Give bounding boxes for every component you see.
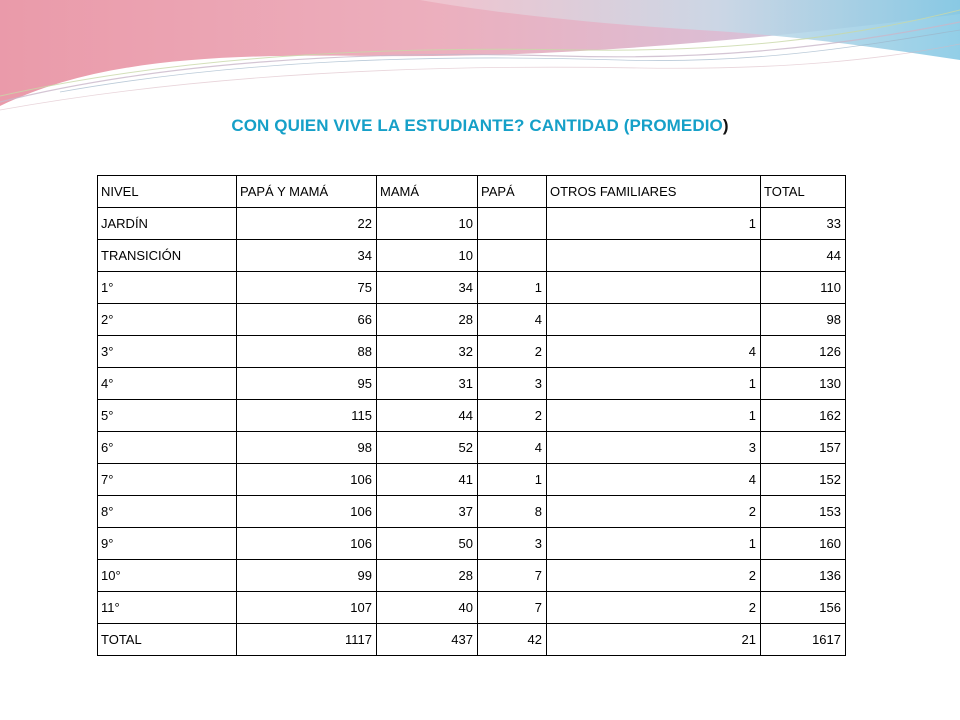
value-cell: 44 xyxy=(377,400,478,432)
value-cell: 32 xyxy=(377,336,478,368)
row-label-cell: TRANSICIÓN xyxy=(98,240,237,272)
column-header: OTROS FAMILIARES xyxy=(547,176,761,208)
value-cell: 2 xyxy=(547,496,761,528)
title-main: CON QUIEN VIVE LA ESTUDIANTE? CANTIDAD (PROMEDIO xyxy=(231,116,723,135)
value-cell: 2 xyxy=(478,336,547,368)
value-cell: 42 xyxy=(478,624,547,656)
value-cell: 28 xyxy=(377,560,478,592)
value-cell: 4 xyxy=(478,432,547,464)
table-row xyxy=(98,336,846,368)
table-row xyxy=(98,400,846,432)
row-label-cell: 9° xyxy=(98,528,237,560)
value-cell: 3 xyxy=(478,368,547,400)
table-row xyxy=(98,208,846,240)
value-cell: 115 xyxy=(237,400,377,432)
table-header-row xyxy=(98,176,846,208)
row-label-cell: 5° xyxy=(98,400,237,432)
value-cell: 1117 xyxy=(237,624,377,656)
value-cell: 4 xyxy=(547,336,761,368)
value-cell: 75 xyxy=(237,272,377,304)
value-cell: 21 xyxy=(547,624,761,656)
value-cell: 2 xyxy=(547,560,761,592)
value-cell: 66 xyxy=(237,304,377,336)
column-header: MAMÁ xyxy=(377,176,478,208)
table-row xyxy=(98,560,846,592)
value-cell: 50 xyxy=(377,528,478,560)
value-cell: 22 xyxy=(237,208,377,240)
value-cell: 153 xyxy=(761,496,846,528)
value-cell: 1617 xyxy=(761,624,846,656)
table-row xyxy=(98,272,846,304)
row-label-cell: 6° xyxy=(98,432,237,464)
value-cell: 3 xyxy=(547,432,761,464)
value-cell: 106 xyxy=(237,496,377,528)
table-row xyxy=(98,304,846,336)
value-cell: 1 xyxy=(478,272,547,304)
value-cell: 31 xyxy=(377,368,478,400)
value-cell: 106 xyxy=(237,464,377,496)
value-cell: 157 xyxy=(761,432,846,464)
row-label-cell: 8° xyxy=(98,496,237,528)
value-cell: 152 xyxy=(761,464,846,496)
value-cell: 98 xyxy=(237,432,377,464)
value-cell: 8 xyxy=(478,496,547,528)
row-label-cell: JARDÍN xyxy=(98,208,237,240)
value-cell: 34 xyxy=(377,272,478,304)
value-cell: 1 xyxy=(478,464,547,496)
value-cell: 156 xyxy=(761,592,846,624)
table-row xyxy=(98,496,846,528)
value-cell: 28 xyxy=(377,304,478,336)
value-cell: 52 xyxy=(377,432,478,464)
value-cell: 130 xyxy=(761,368,846,400)
value-cell: 41 xyxy=(377,464,478,496)
value-cell xyxy=(478,240,547,272)
table-row xyxy=(98,528,846,560)
value-cell: 1 xyxy=(547,400,761,432)
data-table xyxy=(97,175,846,656)
value-cell xyxy=(478,208,547,240)
decorative-banner xyxy=(0,0,960,130)
table-row xyxy=(98,368,846,400)
row-label-cell: 3° xyxy=(98,336,237,368)
value-cell: 4 xyxy=(478,304,547,336)
column-header: NIVEL xyxy=(98,176,237,208)
value-cell: 1 xyxy=(547,368,761,400)
value-cell: 1 xyxy=(547,528,761,560)
value-cell xyxy=(547,304,761,336)
row-label-cell: 11° xyxy=(98,592,237,624)
value-cell: 437 xyxy=(377,624,478,656)
value-cell: 4 xyxy=(547,464,761,496)
value-cell: 44 xyxy=(761,240,846,272)
column-header: PAPÁ Y MAMÁ xyxy=(237,176,377,208)
row-label-cell: 1° xyxy=(98,272,237,304)
row-label-cell: 10° xyxy=(98,560,237,592)
title-close-paren: ) xyxy=(722,116,729,135)
value-cell: 106 xyxy=(237,528,377,560)
value-cell xyxy=(547,272,761,304)
value-cell: 10 xyxy=(377,208,478,240)
value-cell: 2 xyxy=(547,592,761,624)
row-label-cell: 2° xyxy=(98,304,237,336)
row-label-cell: TOTAL xyxy=(98,624,237,656)
value-cell: 88 xyxy=(237,336,377,368)
column-header: TOTAL xyxy=(761,176,846,208)
row-label-cell: 7° xyxy=(98,464,237,496)
value-cell: 1 xyxy=(547,208,761,240)
value-cell: 99 xyxy=(237,560,377,592)
table-row xyxy=(98,432,846,464)
value-cell xyxy=(547,240,761,272)
value-cell: 33 xyxy=(761,208,846,240)
table-row xyxy=(98,624,846,656)
value-cell: 98 xyxy=(761,304,846,336)
value-cell: 136 xyxy=(761,560,846,592)
value-cell: 2 xyxy=(478,400,547,432)
column-header: PAPÁ xyxy=(478,176,547,208)
value-cell: 107 xyxy=(237,592,377,624)
value-cell: 126 xyxy=(761,336,846,368)
table-row xyxy=(98,240,846,272)
value-cell: 40 xyxy=(377,592,478,624)
value-cell: 7 xyxy=(478,592,547,624)
page-title xyxy=(0,116,960,136)
value-cell: 10 xyxy=(377,240,478,272)
value-cell: 95 xyxy=(237,368,377,400)
value-cell: 162 xyxy=(761,400,846,432)
value-cell: 37 xyxy=(377,496,478,528)
value-cell: 34 xyxy=(237,240,377,272)
value-cell: 110 xyxy=(761,272,846,304)
value-cell: 3 xyxy=(478,528,547,560)
table-row xyxy=(98,464,846,496)
table-row xyxy=(98,592,846,624)
value-cell: 160 xyxy=(761,528,846,560)
row-label-cell: 4° xyxy=(98,368,237,400)
value-cell: 7 xyxy=(478,560,547,592)
